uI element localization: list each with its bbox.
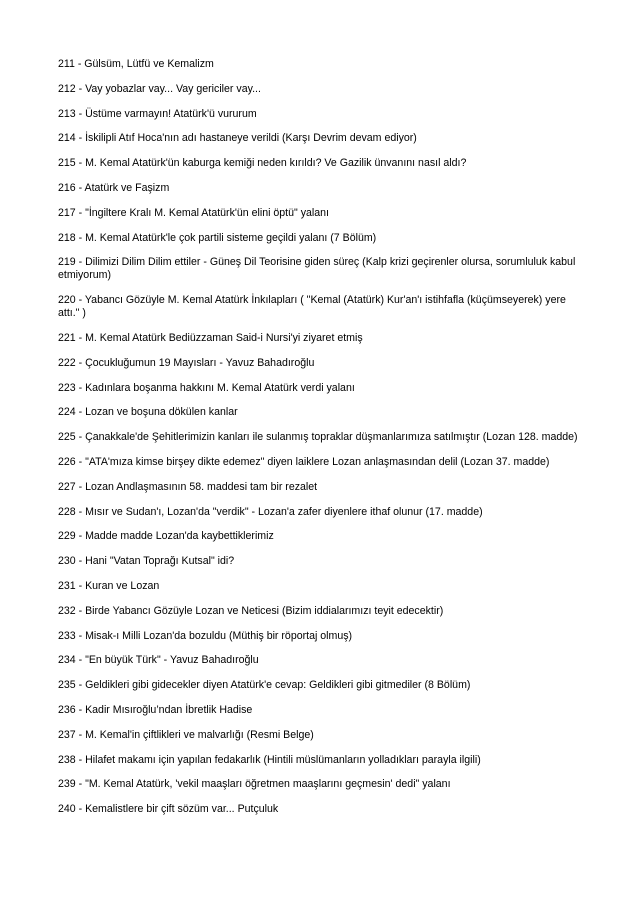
list-item: 224 - Lozan ve boşuna dökülen kanlar	[58, 406, 238, 419]
list-item: 226 - "ATA'mıza kimse birşey dikte edemez" diyen laiklere Lozan anlaşmasından delil (Lozan 37. madde)	[58, 455, 550, 468]
document-page	[58, 58, 588, 828]
list-item: 223 - Kadınlara boşanma hakkını M. Kemal Atatürk verdi yalanı	[58, 381, 355, 394]
list-item: 231 - Kuran ve Lozan	[58, 579, 160, 592]
list-item: 211 - Gülsüm, Lütfü ve Kemalizm	[58, 58, 214, 70]
list-item: 218 - M. Kemal Atatürk'le çok partili sisteme geçildi yalanı (7 Bölüm)	[58, 231, 377, 244]
list-item: 222 - Çocukluğumun 19 Mayısları - Yavuz Bahadıroğlu	[58, 356, 315, 369]
list-item: 225 - Çanakkale'de Şehitlerimizin kanları ile sulanmış topraklar düşmanlarımıza satılmıştır (Lozan 128. madde)	[58, 431, 578, 444]
list-item: 214 - İskilipli Atıf Hoca'nın adı hastaneye verildi (Karşı Devrim devam ediyor)	[58, 132, 417, 145]
list-item: 227 - Lozan Andlaşmasının 58. maddesi tam bir rezalet	[58, 480, 318, 493]
list-item: 237 - M. Kemal'in çiftlikleri ve malvarlığı (Resmi Belge)	[58, 728, 314, 741]
list-item: 221 - M. Kemal Atatürk Bediüzzaman Said-i Nursi'yi ziyaret etmiş	[58, 331, 363, 344]
list-item: 217 - "İngiltere Kralı M. Kemal Atatürk'ün elini öptü" yalanı	[58, 206, 329, 219]
list-item: 239 - "M. Kemal Atatürk, 'vekil maaşları öğretmen maaşlarını geçmesin' dedi" yalanı	[58, 778, 451, 791]
list-item: 216 - Atatürk ve Faşizm	[58, 181, 170, 194]
list-item: 236 - Kadir Mısıroğlu’ndan İbretlik Hadise	[58, 703, 253, 716]
list-item: 232 - Birde Yabancı Gözüyle Lozan ve Neticesi (Bizim iddialarımızı teyit edecektir)	[58, 604, 444, 617]
list-item: 234 - "En büyük Türk" - Yavuz Bahadıroğlu	[58, 654, 259, 667]
list-item: 220 - Yabancı Gözüyle M. Kemal Atatürk İnkılapları ( "Kemal (Atatürk) Kur'an'ı istihfafla (küçümseyerek) yere attı." )	[58, 294, 566, 320]
list-item: 215 - M. Kemal Atatürk'ün kaburga kemiği neden kırıldı? Ve Gazilik ünvanını nasıl aldı?	[58, 157, 467, 170]
list-item: 233 - Misak-ı Milli Lozan'da bozuldu (Müthiş bir röportaj olmuş)	[58, 629, 353, 642]
list-item: 240 - Kemalistlere bir çift sözüm var... Putçuluk	[58, 803, 279, 816]
list-item: 235 - Geldikleri gibi gidecekler diyen Atatürk'e cevap: Geldikleri gibi gitmediler (8 Bölüm)	[58, 679, 471, 692]
list-item: 238 - Hilafet makamı için yapılan fedakarlık (Hintili müslümanların yolladıkları parayla ilgili)	[58, 753, 481, 766]
list-item: 230 - Hani "Vatan Toprağı Kutsal" idi?	[58, 555, 235, 568]
list-item: 212 - Vay yobazlar vay... Vay gericiler vay...	[58, 82, 261, 95]
list-item: 228 - Mısır ve Sudan'ı, Lozan'da "verdik" - Lozan'a zafer diyenlere ithaf olunur (17. madde)	[58, 505, 483, 518]
list-item: 219 - Dilimizi Dilim Dilim ettiler - Güneş Dil Teorisine giden süreç (Kalp krizi geçirenler olursa, sorumluluk kabul etmiyorum)	[58, 256, 576, 282]
list-item: 229 - Madde madde Lozan'da kaybettiklerimiz	[58, 530, 274, 543]
list-item: 213 - Üstüme varmayın! Atatürk'ü vururum	[58, 107, 257, 120]
